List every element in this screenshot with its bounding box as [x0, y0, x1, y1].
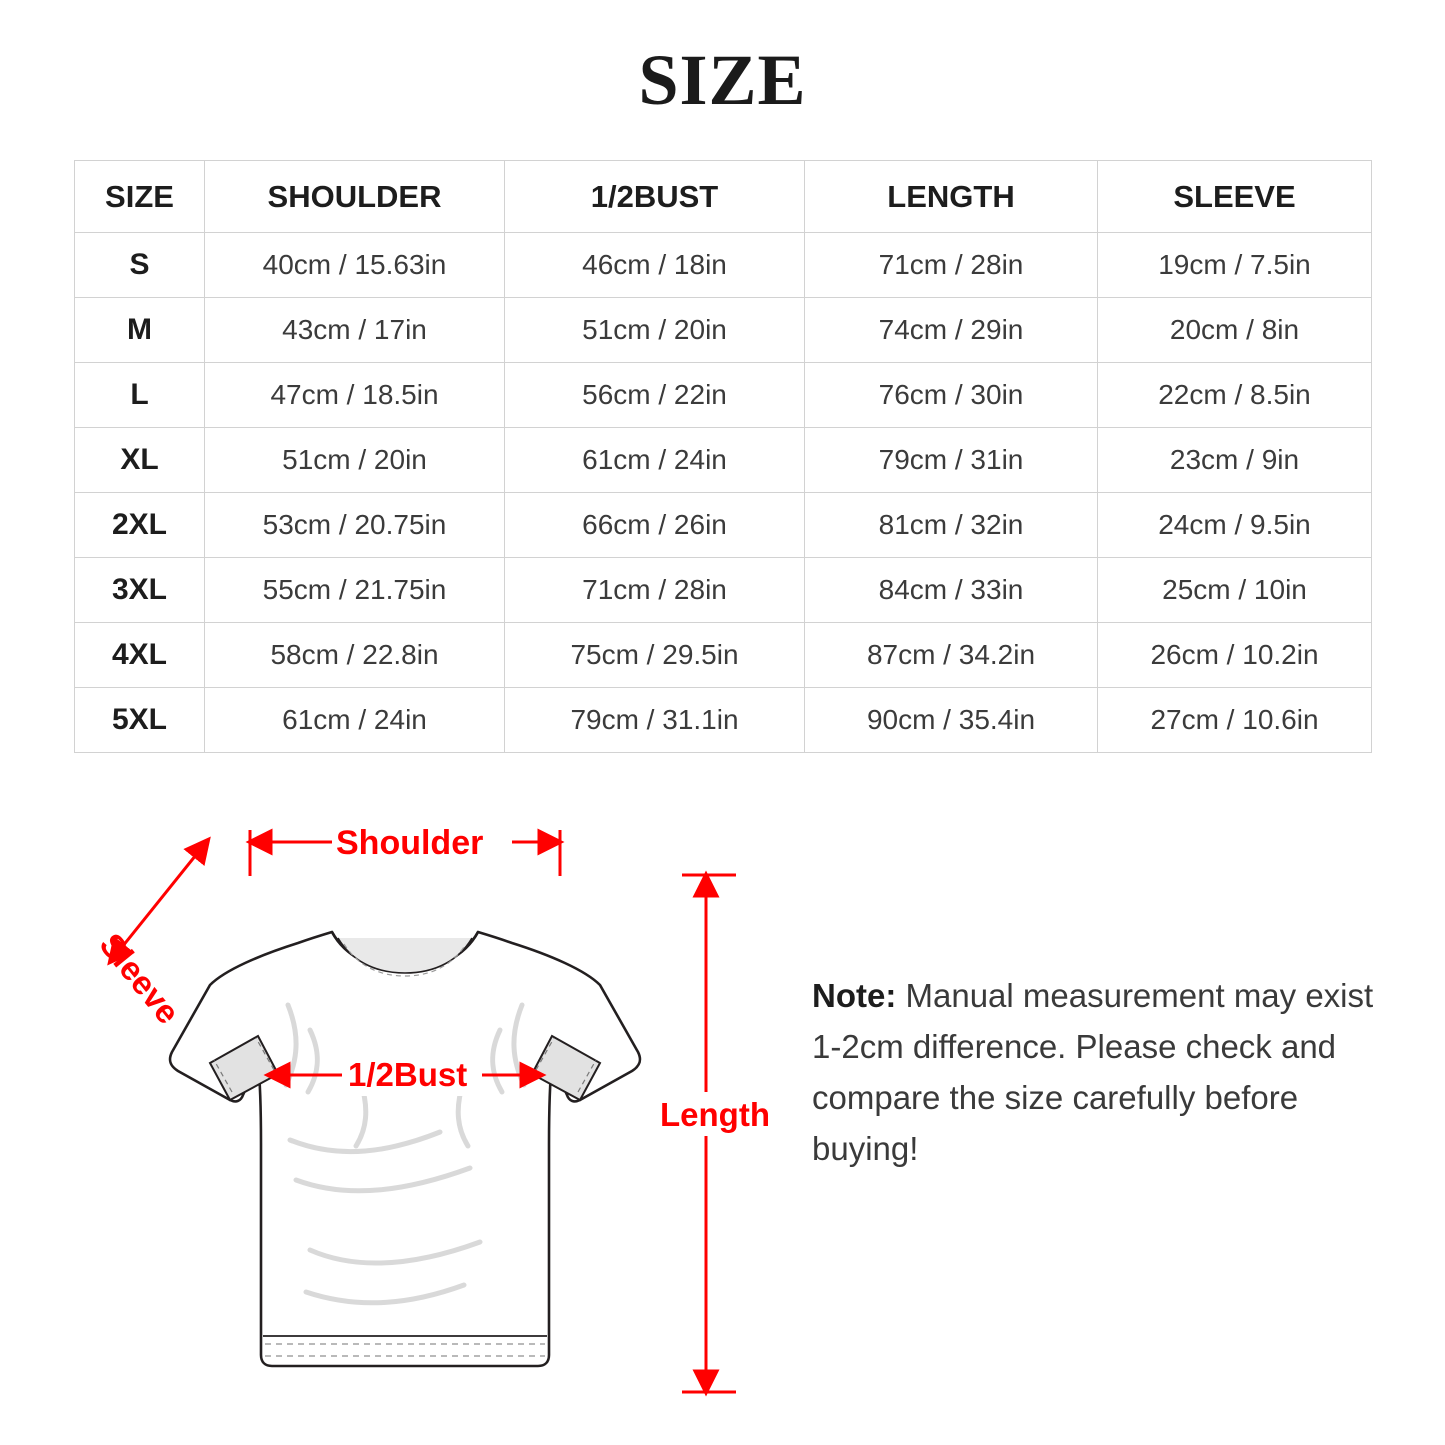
- cell-shoulder: 40cm / 15.63in: [205, 233, 505, 298]
- cell-shoulder: 58cm / 22.8in: [205, 623, 505, 688]
- table-row: [75, 558, 1372, 623]
- cell-size: XL: [75, 428, 205, 493]
- cell-length: 90cm / 35.4in: [805, 688, 1098, 753]
- length-measure-arrow: [656, 875, 770, 1392]
- note-body: Manual measurement may exist 1-2cm difference. Please check and compare the size carefully before buying!: [812, 977, 1374, 1168]
- cell-sleeve: 20cm / 8in: [1098, 298, 1372, 363]
- cell-shoulder: 47cm / 18.5in: [205, 363, 505, 428]
- column-header-length: LENGTH: [805, 161, 1098, 233]
- cell-shoulder: 43cm / 17in: [205, 298, 505, 363]
- cell-shoulder: 61cm / 24in: [205, 688, 505, 753]
- cell-size: 2XL: [75, 493, 205, 558]
- cell-sleeve: 27cm / 10.6in: [1098, 688, 1372, 753]
- length-label: Length: [660, 1096, 770, 1133]
- cell-length: 81cm / 32in: [805, 493, 1098, 558]
- table-row: [75, 493, 1372, 558]
- table-row: [75, 298, 1372, 363]
- table-row: [75, 688, 1372, 753]
- cell-length: 76cm / 30in: [805, 363, 1098, 428]
- cell-sleeve: 22cm / 8.5in: [1098, 363, 1372, 428]
- cell-bust: 79cm / 31.1in: [505, 688, 805, 753]
- page-title: SIZE: [638, 40, 807, 120]
- tshirt-illustration: [170, 932, 640, 1366]
- sleeve-measure-arrow: [93, 840, 208, 1031]
- cell-sleeve: 25cm / 10in: [1098, 558, 1372, 623]
- table-row: [75, 623, 1372, 688]
- cell-shoulder: 55cm / 21.75in: [205, 558, 505, 623]
- cell-sleeve: 26cm / 10.2in: [1098, 623, 1372, 688]
- shoulder-label: Shoulder: [336, 824, 484, 862]
- cell-bust: 66cm / 26in: [505, 493, 805, 558]
- table-row: [75, 363, 1372, 428]
- cell-size: 3XL: [75, 558, 205, 623]
- cell-bust: 71cm / 28in: [505, 558, 805, 623]
- cell-bust: 51cm / 20in: [505, 298, 805, 363]
- size-table-container: [74, 160, 1371, 753]
- cell-length: 84cm / 33in: [805, 558, 1098, 623]
- table-row: [75, 428, 1372, 493]
- sleeve-label: Sleeve: [92, 926, 188, 1031]
- shoulder-measure-arrow: [250, 820, 560, 876]
- cell-shoulder: 53cm / 20.75in: [205, 493, 505, 558]
- cell-size: M: [75, 298, 205, 363]
- column-header-size: SIZE: [75, 161, 205, 233]
- cell-bust: 56cm / 22in: [505, 363, 805, 428]
- cell-bust: 46cm / 18in: [505, 233, 805, 298]
- cell-size: S: [75, 233, 205, 298]
- column-header-shoulder: SHOULDER: [205, 161, 505, 233]
- cell-sleeve: 24cm / 9.5in: [1098, 493, 1372, 558]
- size-table: [74, 160, 1372, 753]
- cell-length: 79cm / 31in: [805, 428, 1098, 493]
- table-header-row: [75, 161, 1372, 233]
- cell-size: L: [75, 363, 205, 428]
- cell-length: 74cm / 29in: [805, 298, 1098, 363]
- cell-bust: 61cm / 24in: [505, 428, 805, 493]
- cell-size: 5XL: [75, 688, 205, 753]
- note-label: Note:: [812, 977, 897, 1014]
- note-text: [812, 970, 1392, 1175]
- bust-label: 1/2Bust: [348, 1056, 468, 1093]
- cell-length: 71cm / 28in: [805, 233, 1098, 298]
- cell-sleeve: 23cm / 9in: [1098, 428, 1372, 493]
- cell-shoulder: 51cm / 20in: [205, 428, 505, 493]
- tshirt-measurement-diagram: [60, 780, 800, 1420]
- cell-bust: 75cm / 29.5in: [505, 623, 805, 688]
- cell-size: 4XL: [75, 623, 205, 688]
- column-header-sleeve: SLEEVE: [1098, 161, 1372, 233]
- table-row: [75, 233, 1372, 298]
- column-header-bust: 1/2BUST: [505, 161, 805, 233]
- cell-sleeve: 19cm / 7.5in: [1098, 233, 1372, 298]
- cell-length: 87cm / 34.2in: [805, 623, 1098, 688]
